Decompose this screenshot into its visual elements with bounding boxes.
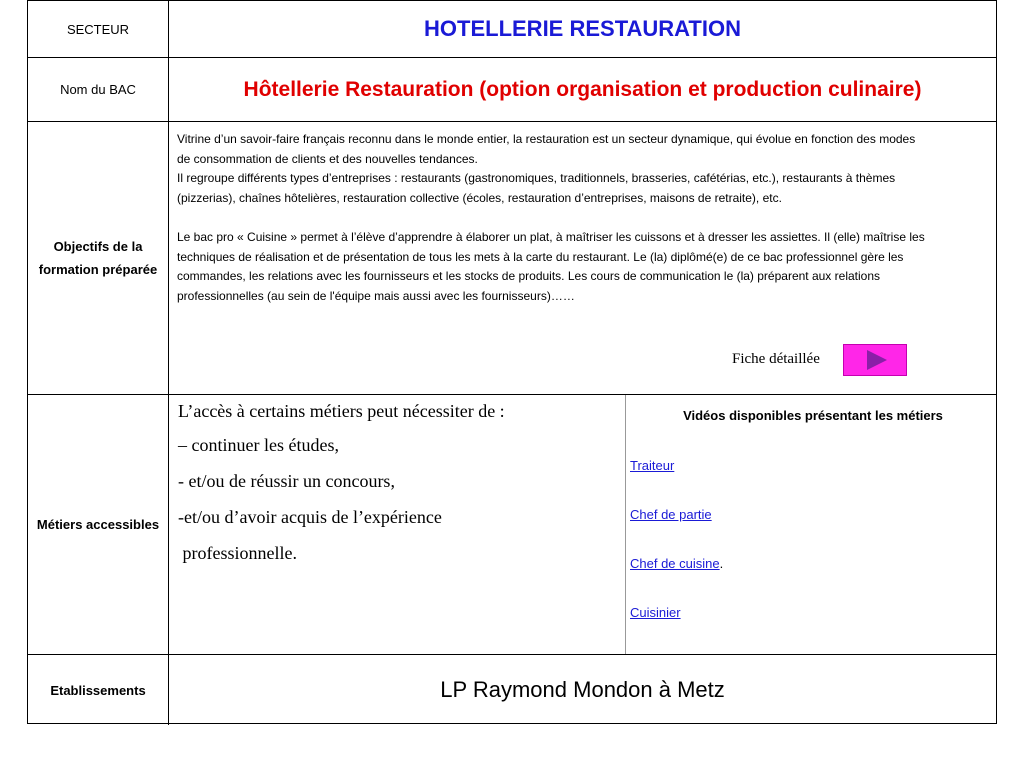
objectifs-line: Il regroupe différents types d’entreprises : restaurants (gastronomiques, traditionnels, brasseries, cafétérias, etc.), restaurants à thèmes: [177, 171, 896, 186]
metiers-condition: – continuer les études,: [178, 435, 339, 455]
videos-panel: [626, 395, 996, 654]
secteur-label: SECTEUR: [28, 1, 169, 57]
etablissements-label: Etablissements: [28, 655, 169, 725]
metiers-label: Métiers accessibles: [28, 395, 169, 654]
objectifs-label: Objectifs de la formation préparée: [28, 122, 169, 394]
objectifs-text: [177, 130, 990, 306]
objectifs-line: commandes, les relations avec les fournisseurs et les stocks de produits. Les cours de communication le (la) préparent aux relations: [177, 269, 881, 284]
objectifs-line: techniques de réalisation et de présentation de tous les mets à la carte du restaurant. Le (la) diplômé(e) de ce bac professionnel gère les: [177, 249, 904, 264]
metiers-cell: [169, 395, 996, 654]
metiers-condition: - et/ou de réussir un concours,: [178, 471, 395, 491]
metiers-condition: professionnelle.: [178, 543, 297, 563]
row-metiers: [28, 395, 996, 655]
fiche-detaillee-button[interactable]: [843, 344, 907, 376]
video-item: [630, 556, 723, 571]
play-icon: [867, 350, 887, 370]
row-etablissements: [28, 655, 996, 725]
secteur-value: HOTELLERIE RESTAURATION: [424, 16, 741, 41]
video-link-traiteur[interactable]: Traiteur: [630, 458, 675, 473]
metiers-condition: -et/ou d’avoir acquis de l’expérience: [178, 507, 442, 527]
objectifs-cell: [169, 122, 996, 394]
row-bac: [28, 58, 996, 122]
video-suffix: .: [719, 556, 724, 571]
objectifs-line: (pizzerias), chaînes hôtelières, restauration collective (écoles, restauration d’entreprises, maisons de retraite), etc.: [177, 190, 782, 205]
bac-value: Hôtellerie Restauration (option organisation et production culinaire): [243, 77, 922, 101]
metiers-conditions: [169, 395, 626, 654]
etablissement-value: LP Raymond Mondon à Metz: [440, 677, 725, 702]
video-item: [630, 605, 681, 620]
videos-heading: Vidéos disponibles présentant les métiers: [683, 408, 943, 423]
video-item: [630, 458, 674, 473]
etablissements-cell: [169, 655, 996, 725]
paragraph-gap: [177, 208, 990, 228]
video-link-cuisinier[interactable]: Cuisinier: [630, 605, 681, 620]
objectifs-line: professionnelles (au sein de l'équipe mais aussi avec les fournisseurs)……: [177, 288, 575, 303]
secteur-cell: [169, 1, 996, 57]
metiers-intro: L’accès à certains métiers peut nécessiter de :: [178, 401, 505, 421]
objectifs-line: Vitrine d’un savoir-faire français reconnu dans le monde entier, la restauration est un secteur dynamique, qui évolue en fonction des modes: [177, 132, 916, 146]
video-link-chef-de-cuisine[interactable]: Chef de cuisine: [630, 556, 720, 571]
video-item: [630, 507, 712, 522]
objectifs-line: Le bac pro « Cuisine » permet à l’élève d’apprendre à élaborer un plat, à maîtriser les cuissons et à dresser les assiettes. Il (elle) maîtrise les: [177, 229, 925, 244]
objectifs-line: de consommation de clients et des nouvelles tendances.: [177, 151, 478, 166]
fiche-detaillee-label: Fiche détaillée: [732, 351, 820, 367]
bac-cell: [169, 58, 996, 121]
bac-label: Nom du BAC: [28, 58, 169, 121]
video-link-chef-de-partie[interactable]: Chef de partie: [630, 507, 712, 522]
row-secteur: [28, 1, 996, 58]
row-objectifs: [28, 122, 996, 395]
formation-sheet: [27, 0, 997, 724]
